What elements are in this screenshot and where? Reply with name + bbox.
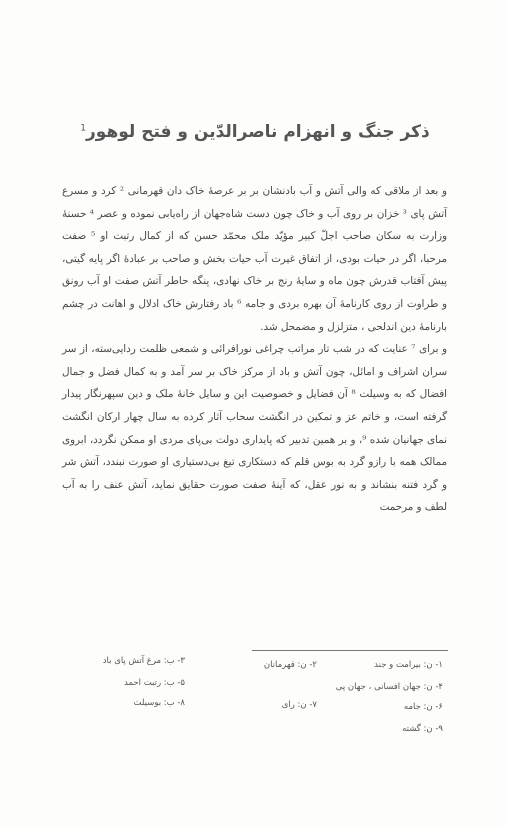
footnote-3: ۳- ب: مرغ آتش پای باد (102, 656, 185, 666)
paragraph-2: و برای ⁷ عنایت که در شب تار مراتب چراغی نورافرائی و شمعی ظلمت ردایی‌سته، از سر سران اشراف و امائل، چون آتش و باد از مرکز خاک بر سر آمد و به کمال فضل و جمال افضال که به وسیلت ⁸ آن فضایل و خصوصیت این و سایل خانهٔ ملک و دین سپهرنگار پیدار گرفته است، و خاتم عز و تمکین در انگشت سحاب آثار کرده به سال چهار ارکان انگشت نمای جهانیان شده ⁹، و بر همین تدبیر که پایداری دولت بی‌پای مردی او ممکن نگردد، ابروی ممالک همه با رازو گرد به بوس قلم که دستکاری تیغ بی‌دستیاری او صورت نبندد، آتش شر و گرد فتنه بنشاند و به نور عقل، که آینهٔ صفت صورت حقایق نماید، آتش عنف را به آب لطف و مرحمت (62, 343, 448, 514)
footnote-6: ۶- ن: جامه (403, 702, 443, 712)
chapter-title (60, 122, 450, 142)
chapter-title-footnote-ref: 1 (80, 123, 86, 134)
footnote-7: ۷- ن: رای (281, 700, 317, 710)
footnote-4: ۴- ن: جهان افسانی ، جهان پی (335, 682, 443, 692)
body-text (62, 180, 447, 519)
footnote-2: ۲- ن: قهرمانان (263, 660, 317, 670)
footnote-8: ۸- ب: بوسیلت (133, 698, 185, 708)
footnote-5: ۵- ب: رتبت احمد (124, 678, 185, 688)
footnote-9: ۹- ن: گشته (402, 724, 443, 734)
paragraph-1: و بعد از ملاقی که والی آتش و آب بادنشان بر بر عرصهٔ خاک دان قهرمانی ² کرد و مسرع آتش پای ³ خزان بر روی آب و خاک چون دست شاه‌جهان از راه‌یابی نموده و عصر ⁴ حسنهٔ وزارت به سکان صاحب اجلّ کبیر مؤیّد ملک محمّد حسن که از کمال رتبت او ⁵ صفت مرحبا، اگر در حیات بودی، از اتفاق غیرت آب حیات بخش و صاحب بر عبادهٔ اگر پایه گیتی، پیش آفتاب قدرش چون ماه و سایهٔ رنج بر خاک نهادی، پنگه حاطر آتش صفت او آب رونق و طراوت از روی کارنامهٔ آن بهره بردی و جامه ⁶ باد رفتارش خاک ادلال و اهانت در چشم بارنامهٔ دین اندلحی ، متزلزل و مضمحل شد. (62, 185, 448, 333)
footnote-separator (252, 650, 448, 651)
footnote-1: ۱- ن: بیرامت و جند (374, 660, 443, 670)
chapter-title-text: ذکر جنگ و انهزام ناصرالدّین و فتح لوهور (86, 122, 430, 142)
